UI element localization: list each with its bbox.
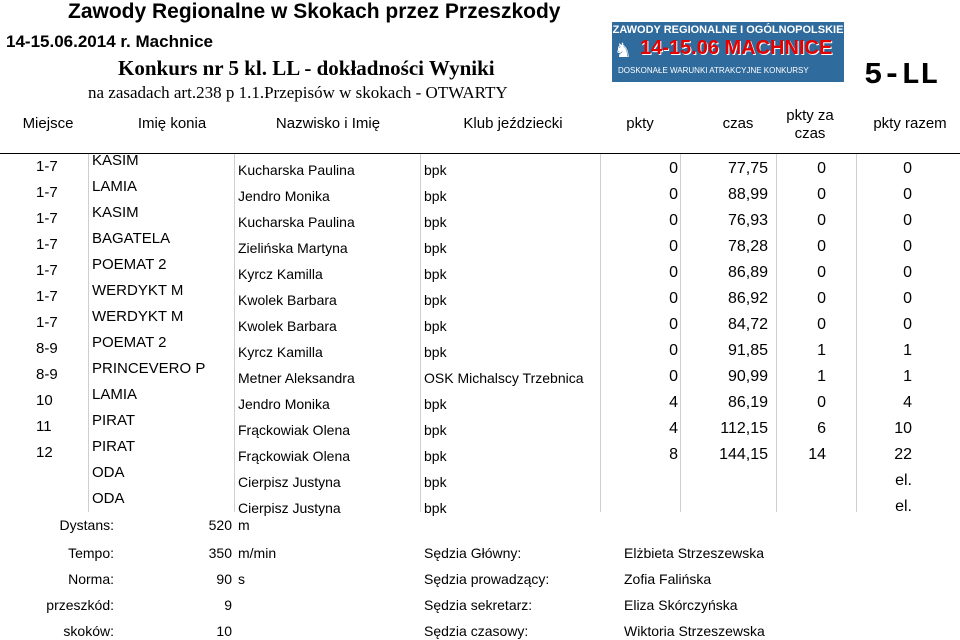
pkty-czas-cell: 1 <box>817 368 826 385</box>
czas-cell: 144,15 <box>719 446 768 463</box>
event-banner <box>612 22 844 82</box>
pkty-cell: 0 <box>669 160 678 177</box>
judge-name: Eliza Skórczyńska <box>624 597 738 613</box>
pkty-czas-cell: 0 <box>817 290 826 307</box>
pkty-czas-cell: 14 <box>808 446 826 463</box>
horse-cell: WERDYKT M <box>92 282 184 299</box>
club-cell: bpk <box>424 396 447 412</box>
col-header-rider: Nazwisko i Imię <box>275 115 381 132</box>
skokow-value: 10 <box>216 623 232 639</box>
horse-cell: PIRAT <box>92 412 136 429</box>
club-cell: bpk <box>424 474 447 490</box>
pkty-cell: 0 <box>669 186 678 203</box>
pkty-czas-cell: 0 <box>817 394 826 411</box>
pkty-cell: 0 <box>669 316 678 333</box>
czas-cell: 90,99 <box>727 368 768 385</box>
competition-title: Konkurs nr 5 kl. LL - dokładności Wyniki <box>118 56 495 80</box>
rider-cell: Cierpisz Justyna <box>238 474 341 490</box>
place-cell: 1-7 <box>36 288 58 305</box>
pkty-czas-cell: 0 <box>817 160 826 177</box>
horse-cell: ODA <box>92 464 125 481</box>
pkty-cell: 0 <box>669 212 678 229</box>
czas-cell: 78,28 <box>727 238 768 255</box>
tempo-unit: m/min <box>238 545 277 561</box>
horse-cell: PRINCEVERO P <box>92 360 206 377</box>
club-cell: bpk <box>424 344 447 360</box>
czas-cell: 84,72 <box>727 316 768 333</box>
table-row <box>0 386 960 412</box>
rider-cell: Frąckowiak Olena <box>238 448 351 464</box>
place-cell: 1-7 <box>36 262 58 279</box>
pkty-cell: 0 <box>669 264 678 281</box>
pkty-razem-cell: 0 <box>903 290 912 307</box>
pkty-cell: 0 <box>669 368 678 385</box>
club-cell: bpk <box>424 318 447 334</box>
place-cell: 8-9 <box>36 366 58 383</box>
table-row <box>0 152 960 178</box>
table-row <box>0 334 960 360</box>
club-cell: bpk <box>424 240 447 256</box>
table-row <box>0 178 960 204</box>
horse-cell: KASIM <box>92 204 139 221</box>
rider-cell: Metner Aleksandra <box>238 370 355 386</box>
pkty-razem-cell: 1 <box>903 368 912 385</box>
horse-cell: WERDYKT M <box>92 308 184 325</box>
przeszkod-value: 9 <box>224 597 232 613</box>
pkty-razem-cell: 0 <box>903 316 912 333</box>
pkty-czas-cell: 6 <box>817 420 826 437</box>
judge-role: Sędzia Główny: <box>424 545 522 561</box>
rider-cell: Kyrcz Kamilla <box>238 266 323 282</box>
norma-unit: s <box>238 571 245 587</box>
pkty-czas-cell: 0 <box>817 212 826 229</box>
place-cell: 8-9 <box>36 340 58 357</box>
club-cell: OSK Michalscy Trzebnica <box>424 370 584 386</box>
pkty-razem-cell: 0 <box>903 160 912 177</box>
banner-line3: DOSKONAŁE WARUNKI ATRAKCYJNE KONKURSY <box>618 66 809 75</box>
club-cell: bpk <box>424 266 447 282</box>
pkty-cell: 4 <box>669 394 678 411</box>
pkty-czas-cell: 0 <box>817 186 826 203</box>
judge-role: Sędzia czasowy: <box>424 623 529 639</box>
dystans-unit: m <box>238 517 250 533</box>
place-cell: 11 <box>36 418 52 435</box>
horse-cell: PIRAT <box>92 438 136 455</box>
judge-name: Elżbieta Strzeszewska <box>624 545 765 561</box>
pkty-razem-cell: 0 <box>903 212 912 229</box>
horse-cell: BAGATELA <box>92 230 171 247</box>
class-code: 5-LL <box>864 58 939 93</box>
pkty-czas-cell: 0 <box>817 238 826 255</box>
banner-line1: ZAWODY REGIONALNE I OGÓLNOPOLSKIE <box>612 24 844 36</box>
col-header-place: Miejsce <box>22 115 74 132</box>
pkty-razem-cell: el. <box>895 498 912 515</box>
czas-cell: 86,89 <box>727 264 768 281</box>
tempo-label: Tempo: <box>68 545 114 561</box>
judge-role: Sędzia prowadzący: <box>424 571 550 587</box>
pkty-razem-cell: 1 <box>903 342 912 359</box>
czas-cell: 91,85 <box>727 342 768 359</box>
rider-cell: Kwolek Barbara <box>238 292 337 308</box>
table-row <box>0 230 960 256</box>
table-row <box>0 282 960 308</box>
col-header-pkty-czas: pkty za czas <box>786 107 834 142</box>
club-cell: bpk <box>424 214 447 230</box>
horse-jumper-icon: ♞ <box>614 40 632 62</box>
pkty-razem-cell: 0 <box>903 238 912 255</box>
table-row <box>0 490 960 516</box>
place-cell: 12 <box>36 444 53 461</box>
table-row <box>0 256 960 282</box>
pkty-razem-cell: 22 <box>894 446 912 463</box>
col-header-pkty-razem: pkty razem <box>873 115 947 132</box>
club-cell: bpk <box>424 448 447 464</box>
horse-cell: LAMIA <box>92 386 138 403</box>
norma-label: Norma: <box>68 571 114 587</box>
pkty-cell: 0 <box>669 238 678 255</box>
competition-rules: na zasadach art.238 p 1.1.Przepisów w skokach - OTWARTY <box>88 83 508 102</box>
table-row <box>0 204 960 230</box>
czas-cell: 86,19 <box>727 394 768 411</box>
col-header-club: Klub jeździecki <box>463 115 563 132</box>
table-row <box>0 438 960 464</box>
place-cell: 1-7 <box>36 210 58 227</box>
place-cell: 1-7 <box>36 158 58 175</box>
col-header-pkty: pkty <box>626 115 654 132</box>
pkty-czas-cell: 1 <box>817 342 826 359</box>
club-cell: bpk <box>424 292 447 308</box>
banner-line2: 14-15.06 MACHNICE <box>640 37 833 59</box>
judge-name: Wiktoria Strzeszewska <box>624 623 765 639</box>
rider-cell: Jendro Monika <box>238 396 330 412</box>
czas-cell: 88,99 <box>727 186 768 203</box>
table-row <box>0 412 960 438</box>
czas-cell: 86,92 <box>727 290 768 307</box>
pkty-razem-cell: el. <box>895 472 912 489</box>
judge-role: Sędzia sekretarz: <box>424 597 533 613</box>
pkty-razem-cell: 4 <box>903 394 912 411</box>
table-row <box>0 308 960 334</box>
table-row <box>0 360 960 386</box>
pkty-czas-cell: 0 <box>817 316 826 333</box>
dystans-value: 520 <box>208 517 232 533</box>
pkty-cell: 0 <box>669 342 678 359</box>
event-date-place: 14-15.06.2014 r. Machnice <box>6 32 213 51</box>
rider-cell: Kyrcz Kamilla <box>238 344 323 360</box>
pkty-razem-cell: 10 <box>894 420 912 437</box>
norma-value: 90 <box>216 571 232 587</box>
col-header-horse: Imię konia <box>137 115 207 132</box>
place-cell: 1-7 <box>36 314 58 331</box>
tempo-value: 350 <box>208 545 232 561</box>
page-title: Zawody Regionalne w Skokach przez Przeszkody <box>68 0 561 23</box>
table-row <box>0 464 960 490</box>
pkty-razem-cell: 0 <box>903 186 912 203</box>
horse-cell: LAMIA <box>92 178 138 195</box>
pkty-cell: 4 <box>669 420 678 437</box>
club-cell: bpk <box>424 162 447 178</box>
judge-name: Zofia Falińska <box>624 571 712 587</box>
pkty-razem-cell: 0 <box>903 264 912 281</box>
rider-cell: Kucharska Paulina <box>238 214 355 230</box>
club-cell: bpk <box>424 500 447 516</box>
pkty-czas-cell: 0 <box>817 264 826 281</box>
rider-cell: Kwolek Barbara <box>238 318 337 334</box>
rider-cell: Kucharska Paulina <box>238 162 355 178</box>
col-header-czas: czas <box>722 115 754 132</box>
horse-cell: POEMAT 2 <box>92 334 167 351</box>
place-cell: 10 <box>36 392 53 409</box>
czas-cell: 76,93 <box>727 212 768 229</box>
rider-cell: Frąckowiak Olena <box>238 422 351 438</box>
rider-cell: Zielińska Martyna <box>238 240 348 256</box>
czas-cell: 77,75 <box>727 160 768 177</box>
horse-cell: KASIM <box>92 152 139 169</box>
club-cell: bpk <box>424 422 447 438</box>
dystans-label: Dystans: <box>59 517 114 533</box>
place-cell: 1-7 <box>36 184 58 201</box>
horse-cell: ODA <box>92 490 125 507</box>
place-cell: 1-7 <box>36 236 58 253</box>
czas-cell: 112,15 <box>720 420 768 437</box>
rider-cell: Jendro Monika <box>238 188 330 204</box>
pkty-cell: 8 <box>669 446 678 463</box>
club-cell: bpk <box>424 188 447 204</box>
pkty-cell: 0 <box>669 290 678 307</box>
horse-cell: POEMAT 2 <box>92 256 167 273</box>
skokow-label: skoków: <box>63 623 114 639</box>
przeszkod-label: przeszkód: <box>46 597 114 613</box>
rider-cell: Cierpisz Justyna <box>238 500 341 516</box>
